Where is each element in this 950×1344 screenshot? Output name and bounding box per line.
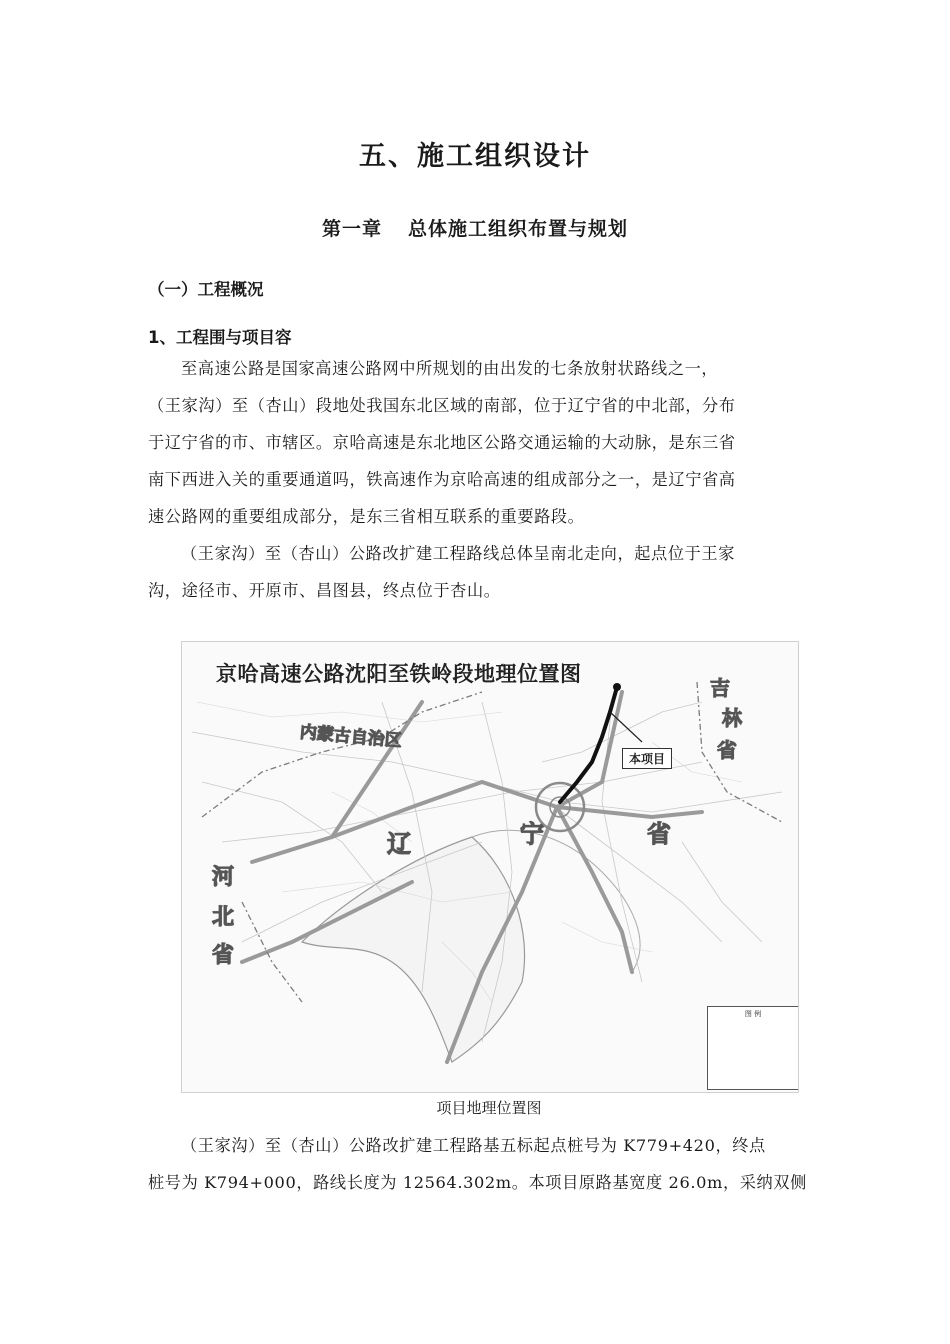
paragraph-line: 至高速公路是国家高速公路网中所规划的由出发的七条放射状路线之一， [181, 359, 719, 378]
figure-caption: 项目地理位置图 [436, 1099, 542, 1117]
paragraph-route [148, 535, 836, 609]
section-heading: （一）工程概况 [148, 280, 264, 299]
label-jilin-3: 省 [717, 738, 737, 762]
label-liaoning-2: 宁 [520, 820, 544, 848]
paragraph-line: （王家沟）至（杏山）公路改扩建工程路基五标起点桩号为 K779+420，终点 [181, 1136, 766, 1155]
label-jilin-2: 林 [722, 706, 742, 730]
map-title: 京哈高速公路沈阳至铁岭段地理位置图 [216, 662, 582, 686]
label-this-project: 本项目 [622, 748, 672, 769]
chapter-title: 总体施工组织布置与规划 [408, 218, 629, 240]
paragraph-line: （王家沟）至（杏山）段地处我国东北区域的南部，位于辽宁省的中北部，分布 [148, 396, 736, 415]
label-liaoning-3: 省 [647, 820, 671, 848]
label-liaoning-1: 辽 [387, 830, 411, 858]
subsection-heading: 1、工程围与项目容 [148, 328, 292, 347]
legend-title: 图 例 [744, 1010, 762, 1018]
paragraph-line: 桩号为 K794+000，路线长度为 12564.302m。本项目原路基宽度 26.0m，采纳双侧 [148, 1173, 807, 1192]
label-hebei-1: 河 [212, 865, 235, 890]
label-hebei-2: 北 [212, 905, 235, 930]
paragraph-line: 于辽宁省的市、市辖区。京哈高速是东北地区公路交通运输的大动脉，是东三省 [148, 433, 736, 452]
paragraph-line: （王家沟）至（杏山）公路改扩建工程路线总体呈南北走向，起点位于王家 [181, 544, 735, 563]
paragraph-line: 沟，途径市、开原市、昌图县，终点位于杏山。 [148, 581, 501, 600]
map-legend [707, 1006, 799, 1090]
location-map-figure [181, 641, 799, 1093]
map-graphic [182, 642, 798, 1092]
label-inner-mongolia: 内蒙古自治区 [299, 722, 403, 752]
label-hebei-3: 省 [212, 943, 235, 968]
chapter-number: 第一章 [321, 218, 382, 240]
page-title: 五、施工组织设计 [359, 141, 591, 172]
paragraph-line: 南下西进入关的重要通道吗，铁高速作为京哈高速的组成部分之一，是辽宁省高 [148, 470, 736, 489]
paragraph-line: 速公路网的重要组成部分，是东三省相互联系的重要路段。 [148, 507, 585, 526]
label-jilin-1: 吉 [710, 676, 730, 700]
chapter-heading [0, 214, 950, 241]
paragraph-section-five [148, 1127, 836, 1201]
paragraph-overview [148, 350, 836, 535]
